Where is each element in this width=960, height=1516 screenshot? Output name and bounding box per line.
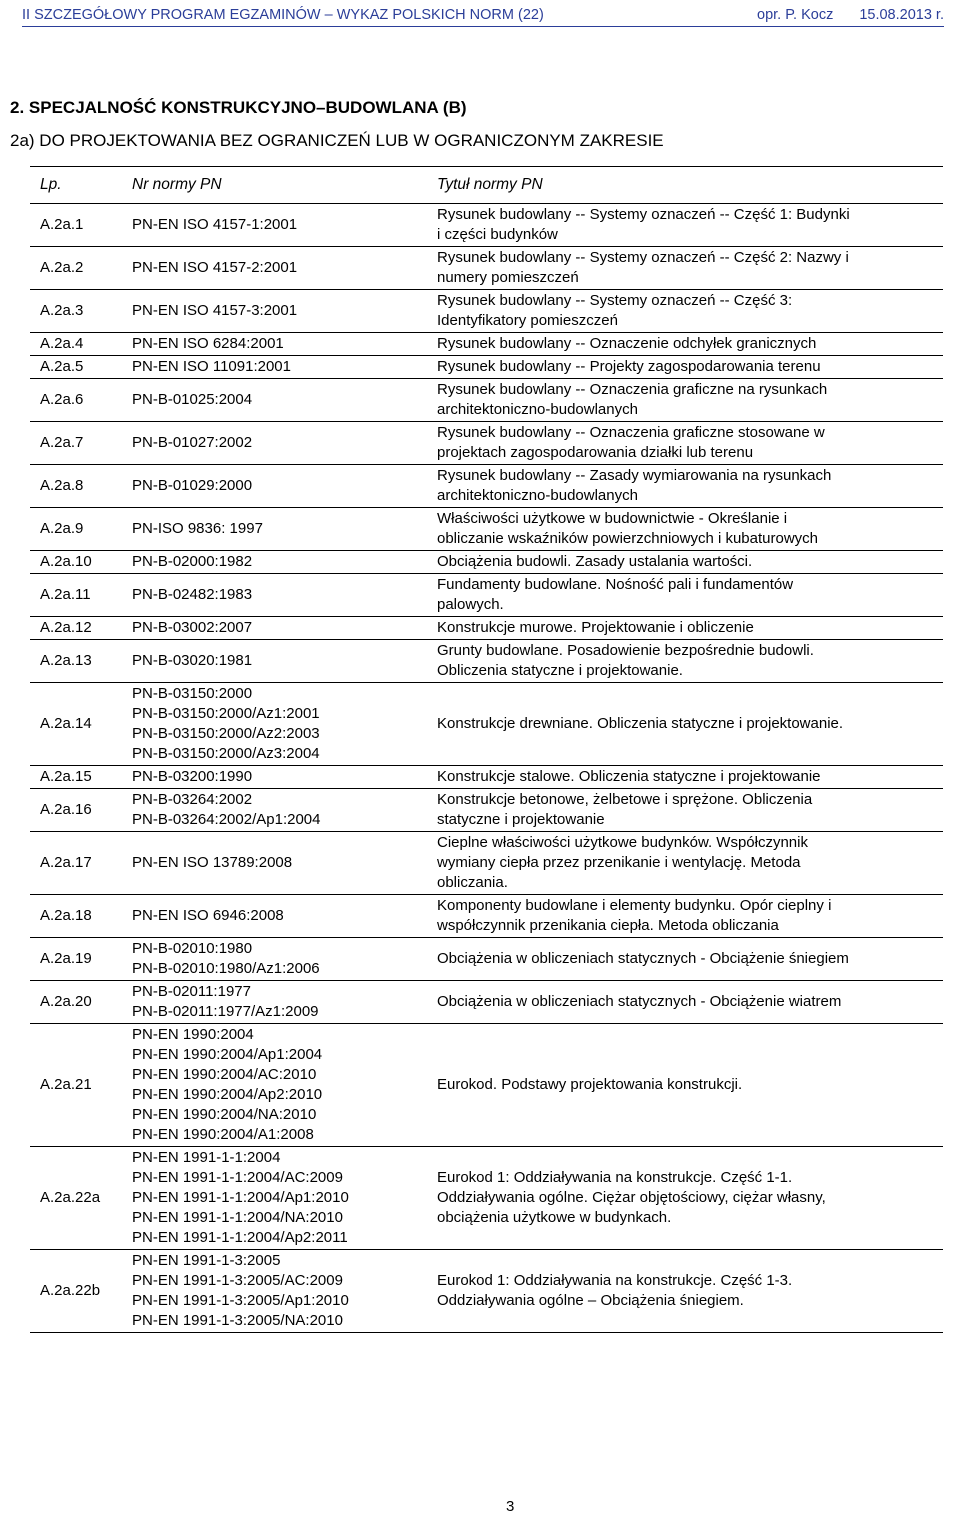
header-title: Tytuł normy PN [433,167,943,204]
norm-number: PN-B-03150:2000 PN-B-03150:2000/Az1:2001 PN-B-03150:2000/Az2:2003 PN-B-03150:2000/Az3:2004 [128,683,433,766]
norm-title: Rysunek budowlany -- Oznaczenia graficzne na rysunkach architektoniczno-budowlanych [433,379,943,422]
table-row [30,290,943,333]
norm-title: Obciążenia budowli. Zasady ustalania wartości. [433,551,943,574]
table-row [30,683,943,766]
lp: A.2a.13 [30,640,128,683]
header-title: II SZCZEGÓŁOWY PROGRAM EGZAMINÓW – WYKAZ POLSKICH NORM (22) [22,7,544,23]
lp: A.2a.11 [30,574,128,617]
norm-number: PN-B-03002:2007 [128,617,433,640]
table-row [30,379,943,422]
table-row [30,422,943,465]
norm-title: Grunty budowlane. Posadowienie bezpośrednie budowli. Obliczenia statyczne i projektowanie. [433,640,943,683]
lp: A.2a.20 [30,981,128,1024]
norm-number: PN-B-02000:1982 [128,551,433,574]
norm-number: PN-EN ISO 13789:2008 [128,832,433,895]
table-row [30,640,943,683]
norm-title: Komponenty budowlane i elementy budynku. Opór cieplny i współczynnik przenikania ciepła. Metoda obliczania [433,895,943,938]
lp: A.2a.2 [30,247,128,290]
header-meta [757,7,944,23]
table-header-row [30,167,943,204]
lp: A.2a.4 [30,333,128,356]
norm-number: PN-B-02010:1980 PN-B-02010:1980/Az1:2006 [128,938,433,981]
norm-title: Obciążenia w obliczeniach statycznych - Obciążenie śniegiem [433,938,943,981]
lp: A.2a.1 [30,204,128,247]
table-row [30,465,943,508]
norm-number: PN-B-02011:1977 PN-B-02011:1977/Az1:2009 [128,981,433,1024]
lp: A.2a.15 [30,766,128,789]
lp: A.2a.16 [30,789,128,832]
lp: A.2a.17 [30,832,128,895]
section-title: 2. SPECJALNOŚĆ KONSTRUKCYJNO–BUDOWLANA (B) [10,98,467,117]
norm-title: Rysunek budowlany -- Projekty zagospodarowania terenu [433,356,943,379]
norm-number: PN-B-03020:1981 [128,640,433,683]
norm-number: PN-EN ISO 6946:2008 [128,895,433,938]
header-date: 15.08.2013 r. [859,7,944,23]
norm-number: PN-EN ISO 4157-2:2001 [128,247,433,290]
norm-number: PN-B-01029:2000 [128,465,433,508]
norm-title: Rysunek budowlany -- Systemy oznaczeń -- Część 2: Nazwy i numery pomieszczeń [433,247,943,290]
lp: A.2a.12 [30,617,128,640]
lp: A.2a.19 [30,938,128,981]
norm-title: Rysunek budowlany -- Zasady wymiarowania na rysunkach architektoniczno-budowlanych [433,465,943,508]
lp: A.2a.6 [30,379,128,422]
table-row [30,789,943,832]
norm-number: PN-EN 1991-1-1:2004 PN-EN 1991-1-1:2004/AC:2009 PN-EN 1991-1-1:2004/Ap1:2010 PN-EN 1991-1-1:2004/NA:2010 PN-EN 1991-1-1:2004/Ap2:2011 [128,1147,433,1250]
table-row [30,1024,943,1147]
norms-table [30,166,943,1333]
table-row [30,247,943,290]
norm-title: Rysunek budowlany -- Systemy oznaczeń -- Część 3: Identyfikatory pomieszczeń [433,290,943,333]
table-row [30,938,943,981]
norm-title: Konstrukcje drewniane. Obliczenia statyczne i projektowanie. [433,683,943,766]
norm-title: Rysunek budowlany -- Oznaczenia graficzne stosowane w projektach zagospodarowania działki lub terenu [433,422,943,465]
lp: A.2a.8 [30,465,128,508]
header-author: opr. P. Kocz [757,7,834,23]
norm-number: PN-B-01025:2004 [128,379,433,422]
norm-title: Właściwości użytkowe w budownictwie - Określanie i obliczanie wskaźników powierzchniowych i kubaturowych [433,508,943,551]
norm-title: Fundamenty budowlane. Nośność pali i fundamentów palowych. [433,574,943,617]
table-row [30,574,943,617]
norm-title: Obciążenia w obliczeniach statycznych - Obciążenie wiatrem [433,981,943,1024]
norm-number: PN-B-03264:2002 PN-B-03264:2002/Ap1:2004 [128,789,433,832]
norm-title: Konstrukcje murowe. Projektowanie i obliczenie [433,617,943,640]
table-row [30,551,943,574]
norm-number: PN-ISO 9836: 1997 [128,508,433,551]
lp: A.2a.10 [30,551,128,574]
norm-title: Cieplne właściwości użytkowe budynków. Współczynnik wymiany ciepła przez przenikanie i wentylację. Metoda obliczania. [433,832,943,895]
page-header [22,7,944,27]
table-row [30,766,943,789]
norm-number: PN-EN ISO 6284:2001 [128,333,433,356]
lp: A.2a.14 [30,683,128,766]
table-row [30,617,943,640]
norm-number: PN-EN ISO 4157-1:2001 [128,204,433,247]
norm-title: Eurokod 1: Oddziaływania na konstrukcje. Część 1-3. Oddziaływania ogólne – Obciążenia śniegiem. [433,1250,943,1333]
norm-number: PN-EN ISO 11091:2001 [128,356,433,379]
norm-title: Eurokod. Podstawy projektowania konstrukcji. [433,1024,943,1147]
norm-title: Rysunek budowlany -- Oznaczenie odchyłek granicznych [433,333,943,356]
lp: A.2a.7 [30,422,128,465]
norm-number: PN-B-03200:1990 [128,766,433,789]
lp: A.2a.3 [30,290,128,333]
table-row [30,895,943,938]
norm-title: Konstrukcje stalowe. Obliczenia statyczne i projektowanie [433,766,943,789]
norm-number: PN-EN ISO 4157-3:2001 [128,290,433,333]
lp: A.2a.18 [30,895,128,938]
lp: A.2a.5 [30,356,128,379]
table-row [30,333,943,356]
section-subtitle: 2a) DO PROJEKTOWANIA BEZ OGRANICZEŃ LUB W OGRANICZONYM ZAKRESIE [10,131,664,150]
table-row [30,204,943,247]
table-row [30,1250,943,1333]
norm-number: PN-EN 1990:2004 PN-EN 1990:2004/Ap1:2004 PN-EN 1990:2004/AC:2010 PN-EN 1990:2004/Ap2:2010 PN-EN 1990:2004/NA:2010 PN-EN 1990:2004/A1:2008 [128,1024,433,1147]
norm-number: PN-B-01027:2002 [128,422,433,465]
lp: A.2a.9 [30,508,128,551]
lp: A.2a.21 [30,1024,128,1147]
lp: A.2a.22a [30,1147,128,1250]
norm-number: PN-EN 1991-1-3:2005 PN-EN 1991-1-3:2005/AC:2009 PN-EN 1991-1-3:2005/Ap1:2010 PN-EN 1991-1-3:2005/NA:2010 [128,1250,433,1333]
lp: A.2a.22b [30,1250,128,1333]
table-row [30,981,943,1024]
norm-title: Rysunek budowlany -- Systemy oznaczeń -- Część 1: Budynki i części budynków [433,204,943,247]
header-nr: Nr normy PN [128,167,433,204]
table-row [30,1147,943,1250]
page-number: 3 [506,1498,515,1515]
table-row [30,508,943,551]
norm-title: Eurokod 1: Oddziaływania na konstrukcje. Część 1-1. Oddziaływania ogólne. Ciężar objętościowy, ciężar własny, obciążenia użytkowe w budynkach. [433,1147,943,1250]
norm-title: Konstrukcje betonowe, żelbetowe i sprężone. Obliczenia statyczne i projektowanie [433,789,943,832]
table-row [30,832,943,895]
norm-number: PN-B-02482:1983 [128,574,433,617]
header-lp: Lp. [30,167,128,204]
table-row [30,356,943,379]
